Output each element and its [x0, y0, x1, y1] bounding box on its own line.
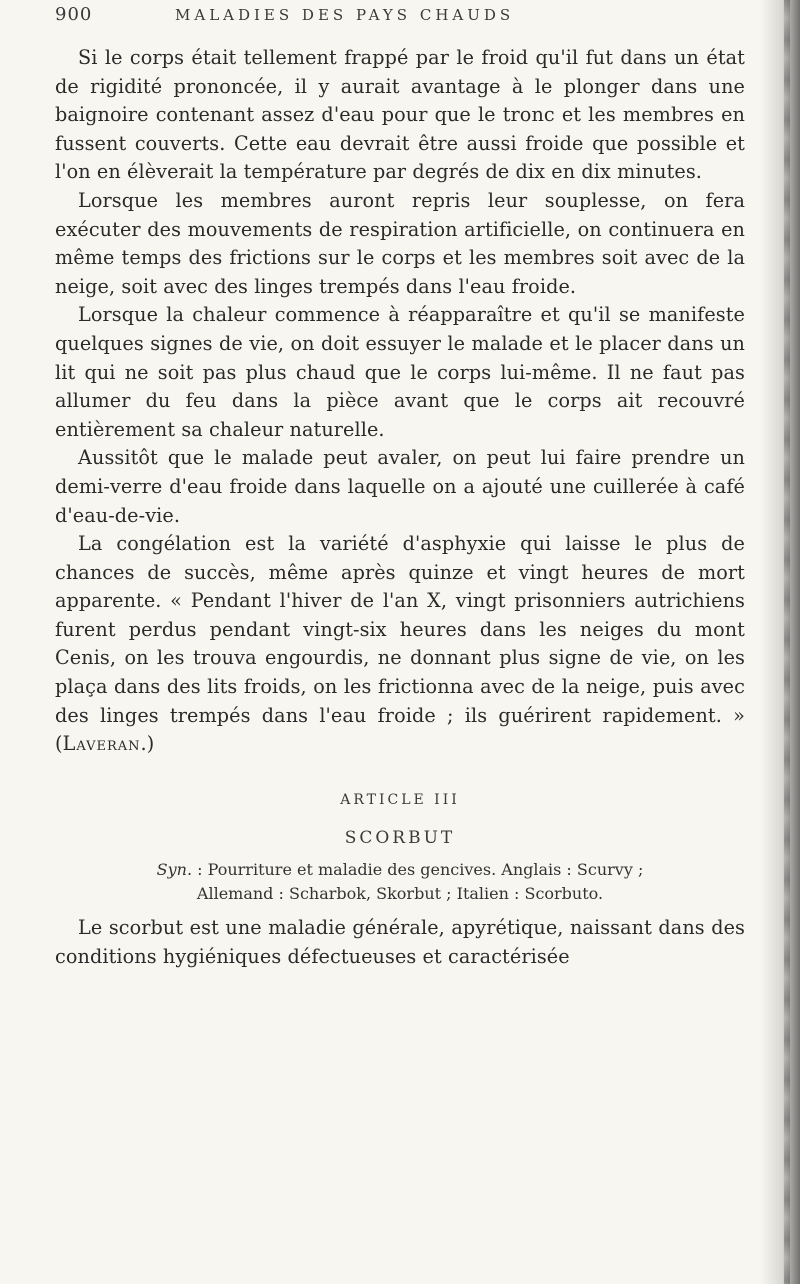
page-header: [55, 4, 745, 38]
final-text: [55, 914, 745, 971]
quote-closing: .): [140, 732, 155, 756]
paragraph: Aussitôt que le malade peut avaler, on peut lui faire prendre un demi-verre d'eau froide dans laquelle on a ajouté une cuillerée à café d'eau-de-vie.: [55, 446, 745, 527]
running-title: MALADIES DES PAYS CHAUDS: [175, 6, 515, 24]
synonyms-line-1: [55, 858, 745, 882]
quote-text: La congélation est la variété d'asphyxie qui laisse le plus de chances de succès, même après quinze et vingt heures de mort apparente. « Pendant l'hiver de l'an X, vingt prisonniers autrichiens furent perdus pendant vingt-six heures dans les neiges du mont Cenis, on les trouva engourdis, ne donnant plus signe de vie, on les plaça dans des lits froids, on les frictionna avec de la neige, puis avec des linges trempés dans l'eau froide ; ils guérirent rapidement. » (: [55, 532, 745, 756]
article-label: ARTICLE III: [340, 792, 460, 808]
page-edge-shadow: [760, 0, 800, 1284]
synonyms-line-2: Allemand : Scharbok, Skorbut ; Italien : Scorbuto.: [196, 884, 604, 903]
paragraph: Lorsque la chaleur commence à réapparaître et qu'il se manifeste quelques signes de vie, on doit essuyer le malade et le placer dans un lit qui ne soit pas plus chaud que le corps lui-même. Il ne faut pas allumer du feu dans la pièce avant que le corps ait recouvré entièrement sa chaleur naturelle.: [55, 303, 745, 441]
main-text: [55, 44, 745, 759]
article-title: SCORBUT: [344, 828, 456, 848]
paragraph: Lorsque les membres auront repris leur souplesse, on fera exécuter des mouvements de respiration artificielle, on continuera en même temps des frictions sur le corps et les membres soit avec de la neige, soit avec des linges trempés dans l'eau froide.: [55, 188, 745, 298]
synonyms-text-1: : Pourriture et maladie des gencives. Anglais : Scurvy ;: [192, 860, 644, 879]
synonyms-label: Syn.: [156, 860, 193, 879]
synonyms-block: [55, 858, 745, 906]
paragraph: Le scorbut est une maladie générale, apyrétique, naissant dans des conditions hygiéniques défectueuses et caractérisée: [55, 916, 745, 968]
page-number: 900: [55, 4, 93, 25]
paragraph: Si le corps était tellement frappé par le froid qu'il fut dans un état de rigidité prononcée, il y aurait avantage à le plonger dans une baignoire contenant assez d'eau pour que le tronc et les membres en fussent couverts. Cette eau devrait être aussi froide que possible et l'on en élèverait la température par degrés de dix en dix minutes.: [55, 46, 745, 184]
quote-paragraph: [55, 530, 745, 759]
quote-author: Laveran: [62, 732, 141, 756]
